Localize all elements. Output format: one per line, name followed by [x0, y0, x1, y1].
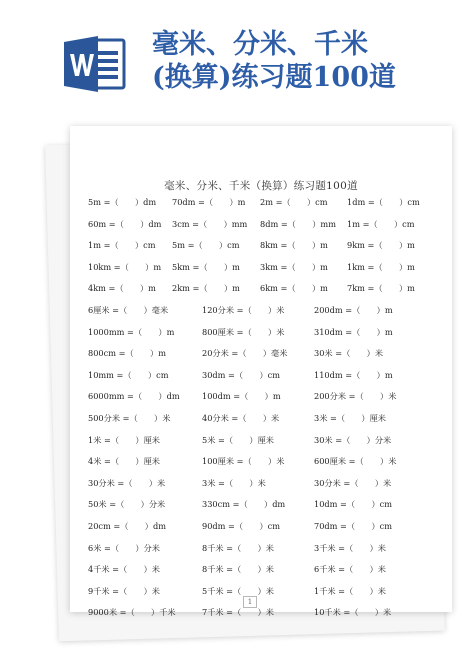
exercise-row [88, 602, 450, 624]
exercise-row [88, 214, 450, 236]
document-title: 毫米、分米、千米（换算）练习题100道 [164, 180, 358, 192]
exercise-item: 7千米 =（ ）米 [202, 607, 274, 618]
exercise-row [88, 343, 450, 365]
exercise-item: 6米 =（ ）分米 [88, 542, 160, 553]
exercise-row [88, 538, 450, 560]
exercise-row [88, 365, 450, 387]
exercise-row [88, 494, 450, 516]
exercise-item: 4km =（ ）m [88, 283, 156, 294]
exercise-item: 10km =（ ）m [88, 261, 162, 272]
exercise-item: 120分米 =（ ）米 [202, 304, 285, 315]
exercise-item: 100厘米 =（ ）米 [202, 456, 285, 467]
exercise-item: 4米 =（ ）厘米 [88, 456, 160, 467]
exercise-item: 20分米 =（ ）毫米 [202, 348, 288, 359]
exercise-item: 3km =（ ）m [260, 261, 328, 272]
exercise-row [88, 386, 450, 408]
exercise-row [88, 408, 450, 430]
exercise-row [88, 559, 450, 581]
exercise-row [88, 581, 450, 603]
exercise-item: 5m =（ ）dm [88, 197, 157, 207]
exercise-item: 30米 =（ ）分米 [314, 434, 392, 445]
exercise-item: 800厘米 =（ ）米 [202, 326, 285, 337]
exercise-row [88, 235, 450, 257]
exercise-item: 3千米 =（ ）米 [314, 542, 386, 553]
exercise-item: 50米 =（ ）分米 [88, 499, 166, 510]
exercise-item: 100dm =（ ）m [202, 391, 281, 402]
exercise-item: 3米 =（ ）厘米 [314, 412, 386, 423]
exercise-item: 6千米 =（ ）米 [314, 564, 386, 575]
exercise-item: 6000mm =（ ）dm [88, 391, 180, 402]
exercise-item: 1千米 =（ ）米 [314, 585, 386, 596]
banner-title-line1: 毫米、分米、千米 [152, 29, 368, 60]
exercise-item: 10dm =（ ）cm [314, 499, 392, 510]
exercise-item: 8千米 =（ ）米 [202, 542, 274, 553]
exercise-row [88, 322, 450, 344]
header-banner [0, 0, 474, 112]
exercise-item: 3米 =（ ）米 [202, 477, 266, 488]
exercise-row [88, 473, 450, 495]
exercise-item: 800cm =（ ）m [88, 348, 166, 359]
exercise-item: 70dm =（ ）m [172, 197, 246, 207]
exercise-item: 200dm =（ ）m [314, 304, 393, 315]
exercise-item: 5米 =（ ）厘米 [202, 434, 274, 445]
exercise-item: 1米 =（ ）厘米 [88, 434, 160, 445]
exercise-item: 8km =（ ）m [260, 240, 328, 251]
exercise-item: 500分米 =（ ）米 [88, 412, 171, 423]
exercise-row [88, 516, 450, 538]
exercise-item: 7km =（ ）m [347, 283, 415, 294]
exercise-item: 30分米 =（ ）米 [88, 477, 166, 488]
exercise-row [88, 430, 450, 452]
page-number: 1 [243, 596, 257, 608]
exercise-item: 4千米 =（ ）米 [88, 564, 160, 575]
exercise-row [88, 192, 450, 214]
exercise-item: 310dm =（ ）m [314, 326, 393, 337]
exercise-item: 5km =（ ）m [172, 261, 240, 272]
exercise-item: 3cm =（ ）mm [172, 218, 248, 229]
exercise-grid [88, 192, 450, 624]
exercise-item: 9千米 =（ ）米 [88, 585, 160, 596]
exercise-item: 6厘米 =（ ）毫米 [88, 304, 169, 315]
exercise-item: 30dm =（ ）cm [202, 369, 280, 380]
exercise-item: 20cm =（ ）dm [88, 520, 166, 531]
word-document-icon [62, 34, 126, 94]
exercise-row [88, 257, 450, 279]
exercise-item: 1dm =（ ）cm [347, 197, 420, 207]
banner-title [152, 28, 470, 94]
exercise-row [88, 300, 450, 322]
exercise-item: 1m =（ ）cm [88, 240, 156, 251]
exercise-item: 8千米 =（ ）米 [202, 564, 274, 575]
exercise-item: 5千米 =（ ）米 [202, 585, 274, 596]
exercise-row [88, 278, 450, 300]
exercise-row [88, 451, 450, 473]
banner-title-line2: (换算)练习题100道 [152, 62, 396, 93]
exercise-item: 600厘米 =（ ）米 [314, 456, 397, 467]
exercise-item: 60m =（ ）dm [88, 218, 162, 229]
exercise-item: 40分米 =（ ）米 [202, 412, 280, 423]
exercise-item: 30分米 =（ ）米 [314, 477, 392, 488]
exercise-item: 9km =（ ）m [347, 240, 415, 251]
exercise-item: 1m =（ ）cm [347, 218, 415, 229]
exercise-item: 1km =（ ）m [347, 261, 415, 272]
exercise-item: 5m =（ ）cm [172, 240, 240, 251]
exercise-item: 10mm =（ ）cm [88, 369, 169, 380]
exercise-item: 1000mm =（ ）m [88, 326, 175, 337]
exercise-item: 9000米 =（ ）千米 [88, 607, 176, 618]
exercise-item: 110dm =（ ）m [314, 369, 393, 380]
exercise-item: 330cm =（ ）dm [202, 499, 286, 510]
exercise-item: 2m =（ ）cm [260, 197, 328, 207]
exercise-item: 30米 =（ ）米 [314, 348, 384, 359]
exercise-item: 90dm =（ ）cm [202, 520, 280, 531]
exercise-item: 200分米 =（ ）米 [314, 391, 397, 402]
document-page [70, 126, 452, 618]
exercise-item: 8dm =（ ）mm [260, 218, 336, 229]
exercise-item: 2km =（ ）m [172, 283, 240, 294]
exercise-item: 70dm =（ ）cm [314, 520, 392, 531]
exercise-item: 6km =（ ）m [260, 283, 328, 294]
exercise-item: 10千米 =（ ）米 [314, 607, 392, 618]
